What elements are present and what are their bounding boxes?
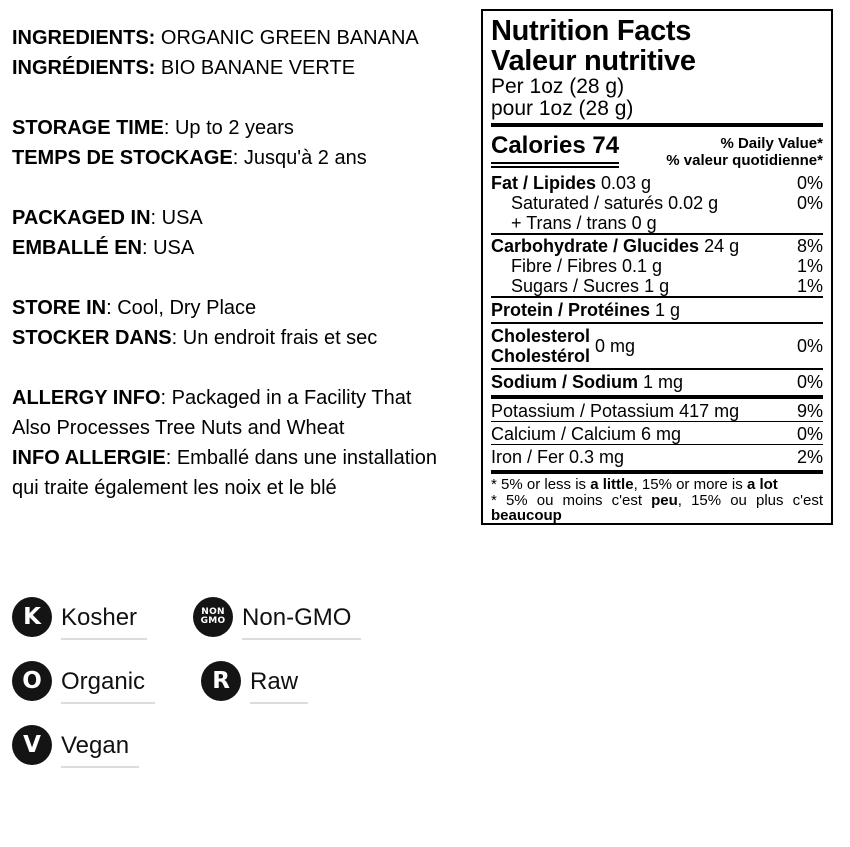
iron-name: Iron / Fer bbox=[491, 447, 565, 467]
footnote-fr-part1: * 5% ou moins c'est bbox=[491, 491, 652, 509]
allergy-label-fr: INFO ALLERGIE bbox=[12, 447, 166, 469]
store-in-line-fr bbox=[12, 323, 437, 353]
organic-badge-letter: O bbox=[22, 667, 42, 694]
footnote-en bbox=[491, 477, 823, 493]
trans-name: + Trans / trans bbox=[511, 213, 627, 233]
storage-time-line-fr bbox=[12, 143, 437, 173]
calories-value: 74 bbox=[592, 132, 620, 159]
iron-amount: 0.3 mg bbox=[569, 447, 625, 467]
serving-size-fr: pour 1oz (28 g) bbox=[491, 97, 634, 120]
fibre-name: Fibre / Fibres bbox=[511, 256, 618, 276]
nutrition-row-protein bbox=[491, 296, 823, 322]
footnote-en-a-little: a little bbox=[590, 476, 634, 493]
storage-time-line-en bbox=[12, 113, 437, 143]
vegan-badge-icon bbox=[12, 725, 52, 765]
raw-badge-label: Raw bbox=[250, 668, 308, 704]
kosher-badge-letter: K bbox=[23, 603, 41, 630]
calcium-amount: 6 mg bbox=[641, 424, 682, 444]
carbohydrate-dv: 8% bbox=[796, 236, 823, 256]
protein-name: Protein / Protéines bbox=[491, 300, 651, 320]
allergy-value-fr-2: qui traite également les noix et le blé bbox=[12, 477, 337, 499]
product-info-text bbox=[12, 23, 437, 533]
non-gmo-badge-line1: NON bbox=[201, 606, 225, 617]
cholesterol-amount: 0 mg bbox=[595, 336, 636, 356]
cholesterol-names bbox=[491, 326, 590, 366]
nutrition-title-en: Nutrition Facts bbox=[491, 15, 692, 47]
calories bbox=[491, 132, 619, 168]
calcium-dv: 0% bbox=[796, 424, 823, 444]
nutrition-row-fibre bbox=[491, 256, 823, 276]
packaged-in-line-en bbox=[12, 203, 437, 233]
nutrition-row-sodium bbox=[491, 368, 823, 395]
saturated-name: Saturated / saturés bbox=[511, 193, 664, 213]
allergy-line-2 bbox=[12, 413, 437, 443]
badge-row-2 bbox=[12, 661, 407, 701]
badge-row-3 bbox=[12, 725, 407, 765]
footnote-en-a-lot: a lot bbox=[746, 476, 778, 493]
potassium-name: Potassium / Potassium bbox=[491, 401, 675, 421]
packaged-in-label-en: PACKAGED IN bbox=[12, 207, 151, 229]
serving-size-en: Per 1oz (28 g) bbox=[491, 75, 625, 98]
footnote bbox=[491, 470, 823, 524]
footnote-en-part1: * 5% or less is bbox=[491, 476, 591, 493]
storage-time-label-fr: TEMPS DE STOCKAGE bbox=[12, 147, 233, 169]
badge-row-1 bbox=[12, 597, 407, 637]
organic-badge-label: Organic bbox=[61, 668, 155, 704]
potassium-dv: 9% bbox=[796, 401, 823, 421]
footnote-fr-peu: peu bbox=[651, 491, 678, 509]
calories-label: Calories bbox=[491, 132, 586, 159]
daily-value-header-fr: % valeur quotidienne* bbox=[666, 152, 823, 169]
footnote-fr-beaucoup: beaucoup bbox=[491, 507, 562, 524]
daily-value-header bbox=[666, 132, 823, 169]
certification-badges bbox=[12, 597, 407, 789]
storage-time-label-en: STORAGE TIME bbox=[12, 117, 164, 139]
nutrition-row-trans bbox=[491, 213, 823, 233]
calories-underlined bbox=[491, 132, 619, 168]
sodium-name: Sodium / Sodium bbox=[491, 372, 638, 392]
raw-badge-icon bbox=[201, 661, 241, 701]
fibre-amount: 0.1 g bbox=[622, 256, 663, 276]
ingredients-label-fr: INGRÉDIENTS: bbox=[12, 57, 156, 79]
organic-badge bbox=[12, 661, 155, 701]
cholesterol-dv: 0% bbox=[796, 336, 823, 356]
kosher-badge bbox=[12, 597, 147, 637]
sugars-amount: 1 g bbox=[644, 276, 670, 296]
allergy-line-4 bbox=[12, 473, 437, 503]
storage-time-value-en: : Up to 2 years bbox=[163, 117, 294, 139]
nutrition-row-saturated bbox=[491, 193, 823, 213]
nutrition-row-sugars bbox=[491, 276, 823, 296]
nutrition-row-calcium bbox=[491, 421, 823, 444]
allergy-value-en-1: : Packaged in a Facility That bbox=[160, 387, 412, 409]
fibre-dv: 1% bbox=[796, 256, 823, 276]
daily-value-header-en: % Daily Value* bbox=[720, 135, 823, 152]
vegan-badge-label: Vegan bbox=[61, 732, 139, 768]
packaged-in-group bbox=[12, 203, 437, 263]
raw-badge-letter: R bbox=[212, 667, 230, 694]
allergy-line-3 bbox=[12, 443, 437, 473]
calcium-name: Calcium / Calcium bbox=[491, 424, 637, 444]
packaged-in-line-fr bbox=[12, 233, 437, 263]
carbohydrate-name: Carbohydrate / Glucides bbox=[491, 236, 700, 256]
nutrition-title-fr: Valeur nutritive bbox=[491, 45, 696, 77]
store-in-value-en: : Cool, Dry Place bbox=[106, 297, 257, 319]
non-gmo-badge-line2: GMO bbox=[200, 616, 226, 626]
fat-name: Fat / Lipides bbox=[491, 173, 597, 193]
kosher-badge-icon bbox=[12, 597, 52, 637]
nutrition-row-potassium bbox=[491, 395, 823, 421]
footnote-fr bbox=[491, 493, 823, 524]
allergy-value-en-2: Also Processes Tree Nuts and Wheat bbox=[12, 417, 345, 439]
cholesterol-name-en: Cholesterol bbox=[491, 326, 591, 346]
fat-dv: 0% bbox=[796, 173, 823, 193]
calories-section bbox=[491, 127, 823, 173]
packaged-in-value-en: : USA bbox=[150, 207, 203, 229]
saturated-amount: 0.02 g bbox=[668, 193, 719, 213]
store-in-group bbox=[12, 293, 437, 353]
ingredients-value-en: ORGANIC GREEN BANANA bbox=[155, 27, 419, 49]
allergy-line-1 bbox=[12, 383, 437, 413]
vegan-badge bbox=[12, 725, 139, 765]
sugars-name: Sugars / Sucres bbox=[511, 276, 640, 296]
packaged-in-label-fr: EMBALLÉ EN bbox=[12, 237, 142, 259]
raw-badge bbox=[201, 661, 308, 701]
footnote-en-part2: , 15% or more is bbox=[633, 476, 747, 493]
vegan-badge-letter: V bbox=[23, 731, 41, 758]
allergy-label-en: ALLERGY INFO bbox=[12, 387, 161, 409]
iron-dv: 2% bbox=[796, 447, 823, 467]
nutrition-row-carbohydrate bbox=[491, 233, 823, 256]
sodium-amount: 1 mg bbox=[643, 372, 684, 392]
organic-badge-icon bbox=[12, 661, 52, 701]
protein-amount: 1 g bbox=[655, 300, 681, 320]
nutrition-facts-panel bbox=[481, 9, 833, 525]
ingredients-group bbox=[12, 23, 437, 83]
kosher-badge-label: Kosher bbox=[61, 604, 147, 640]
storage-time-value-fr: : Jusqu'à 2 ans bbox=[232, 147, 367, 169]
store-in-line-en bbox=[12, 293, 437, 323]
footnote-fr-part2: , 15% ou plus c'est bbox=[677, 491, 823, 509]
potassium-amount: 417 mg bbox=[679, 401, 740, 421]
allergy-info-group bbox=[12, 383, 437, 503]
nutrition-row-iron bbox=[491, 444, 823, 469]
storage-time-group bbox=[12, 113, 437, 173]
ingredients-line-en bbox=[12, 23, 437, 53]
nutrition-row-cholesterol bbox=[491, 322, 823, 368]
sugars-dv: 1% bbox=[796, 276, 823, 296]
packaged-in-value-fr: : USA bbox=[142, 237, 195, 259]
non-gmo-badge-label: Non-GMO bbox=[242, 604, 361, 640]
non-gmo-badge bbox=[193, 597, 361, 637]
store-in-value-fr: : Un endroit frais et sec bbox=[171, 327, 378, 349]
ingredients-label-en: INGREDIENTS: bbox=[12, 27, 156, 49]
non-gmo-badge-icon bbox=[193, 597, 233, 637]
ingredients-line-fr bbox=[12, 53, 437, 83]
ingredients-value-fr: BIO BANANE VERTE bbox=[155, 57, 356, 79]
carbohydrate-amount: 24 g bbox=[704, 236, 740, 256]
allergy-value-fr-1: : Emballé dans une installation bbox=[165, 447, 437, 469]
nutrition-row-fat bbox=[491, 173, 823, 193]
fat-amount: 0.03 g bbox=[601, 173, 652, 193]
cholesterol-name-fr: Cholestérol bbox=[491, 346, 591, 366]
store-in-label-fr: STOCKER DANS bbox=[12, 327, 172, 349]
saturated-dv: 0% bbox=[796, 193, 823, 213]
sodium-dv: 0% bbox=[796, 372, 823, 392]
trans-amount: 0 g bbox=[631, 213, 657, 233]
store-in-label-en: STORE IN bbox=[12, 297, 107, 319]
